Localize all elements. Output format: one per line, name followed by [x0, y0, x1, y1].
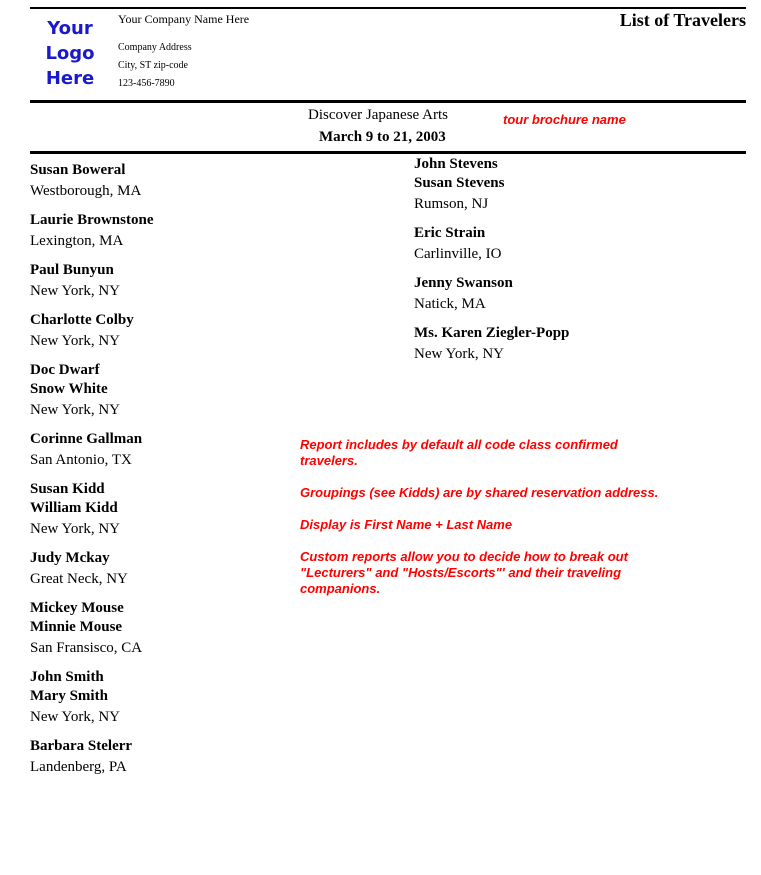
traveler-group	[30, 161, 153, 202]
note-display-format: Display is First Name + Last Name	[300, 517, 513, 532]
traveler-name: Paul Bunyun	[30, 262, 114, 278]
traveler-group	[414, 155, 569, 215]
traveler-group	[30, 311, 153, 352]
traveler-location: Landenberg, PA	[30, 759, 127, 775]
traveler-location: New York, NY	[30, 709, 121, 725]
traveler-location: New York, NY	[30, 283, 121, 299]
traveler-location: New York, NY	[414, 346, 505, 362]
traveler-group	[414, 224, 569, 265]
traveler-name: Snow White	[30, 381, 108, 397]
traveler-name: Eric Strain	[414, 225, 486, 241]
traveler-name: Barbara Stelerr	[30, 738, 133, 754]
traveler-group	[30, 480, 153, 540]
report-notes	[300, 437, 670, 613]
header-bottom-rule	[30, 100, 746, 103]
traveler-group	[30, 599, 153, 659]
traveler-location: Rumson, NJ	[414, 196, 489, 212]
company-address-block	[118, 39, 192, 93]
traveler-group	[30, 430, 153, 471]
traveler-group	[30, 361, 153, 421]
traveler-name: William Kidd	[30, 500, 118, 516]
traveler-group	[414, 274, 569, 315]
traveler-name: Jenny Swanson	[414, 275, 513, 291]
report-title: List of Travelers	[619, 10, 746, 30]
traveler-group	[30, 668, 153, 728]
traveler-location: San Fransisco, CA	[30, 640, 143, 656]
traveler-location: Natick, MA	[414, 296, 486, 312]
tour-name-note: tour brochure name	[503, 112, 626, 127]
traveler-name: John Smith	[30, 669, 104, 685]
traveler-location: Great Neck, NY	[30, 571, 128, 587]
traveler-name: Susan Stevens	[414, 175, 505, 191]
traveler-name: Susan Kidd	[30, 481, 105, 497]
traveler-name: Minnie Mouse	[30, 619, 123, 635]
traveler-location: Carlinville, IO	[414, 246, 502, 262]
company-phone: 123-456-7890	[118, 78, 175, 89]
company-address: Company Address	[118, 42, 192, 53]
traveler-group	[30, 211, 153, 252]
traveler-group	[30, 737, 153, 778]
logo-line: Here	[45, 68, 95, 89]
traveler-name: Susan Boweral	[30, 162, 126, 178]
traveler-name: John Stevens	[414, 156, 498, 172]
traveler-location: New York, NY	[30, 521, 121, 537]
tour-bottom-rule	[30, 151, 746, 154]
traveler-name: Ms. Karen Ziegler-Popp	[414, 325, 570, 341]
company-city: City, ST zip-code	[118, 60, 188, 71]
traveler-group	[30, 549, 153, 590]
traveler-name: Judy Mckay	[30, 550, 110, 566]
traveler-group	[30, 261, 153, 302]
traveler-name: Charlotte Colby	[30, 312, 134, 328]
traveler-group	[414, 324, 569, 365]
traveler-location: Lexington, MA	[30, 233, 124, 249]
travelers-right-column	[414, 155, 569, 374]
traveler-name: Doc Dwarf	[30, 362, 100, 378]
header-top-rule	[30, 7, 746, 9]
traveler-name: Laurie Brownstone	[30, 212, 154, 228]
tour-dates: March 9 to 21, 2003	[319, 129, 446, 145]
travelers-left-column	[30, 161, 153, 787]
traveler-location: San Antonio, TX	[30, 452, 132, 468]
note-custom-reports: Custom reports allow you to decide how to break out "Lecturers" and "Hosts/Escorts"' and their traveling companions.	[300, 549, 628, 596]
company-name: Your Company Name Here	[118, 12, 250, 26]
note-groupings: Groupings (see Kidds) are by shared reservation address.	[300, 485, 659, 500]
traveler-name: Mary Smith	[30, 688, 108, 704]
logo-line: Your	[47, 18, 93, 39]
tour-name: Discover Japanese Arts	[308, 107, 448, 123]
traveler-location: New York, NY	[30, 333, 121, 349]
traveler-location: Westborough, MA	[30, 183, 142, 199]
traveler-location: New York, NY	[30, 402, 121, 418]
traveler-name: Corinne Gallman	[30, 431, 143, 447]
traveler-name: Mickey Mouse	[30, 600, 124, 616]
note-default-travelers: Report includes by default all code class confirmed travelers.	[300, 437, 618, 468]
company-logo	[40, 16, 100, 91]
logo-line: Logo	[45, 43, 95, 64]
